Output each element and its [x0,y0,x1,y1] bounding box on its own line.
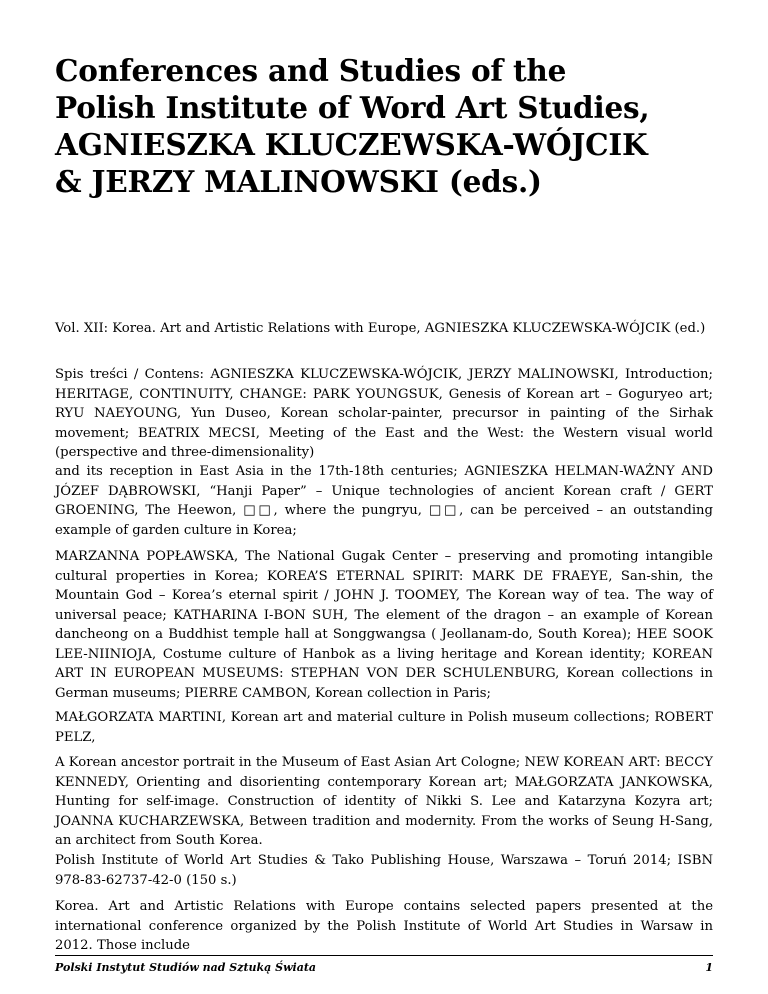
contents-paragraph: MARZANNA POPŁAWSKA, The National Gugak Center – preserving and promoting intangible cultural properties in Korea; KOREA’S ETERNAL SPIRIT: MARK DE FRAEYE, San-shin, the Mountain God – Korea’s eternal spirit / JOHN J. TOOMEY, The Korean way of tea. The way of universal peace; KATHARINA I-BON SUH, The element of the dragon – an example of Korean dancheong on a Buddhist temple hall at Songgwangsa ( Jeollanam-do, South Korea); HEE SOOK LEE-NIINIOJA, Costume culture of Hanbok as a living heritage and Korean identity; KOREAN ART IN EUROPEAN MUSEUMS: STEPHAN VON DER SCHULENBURG, Korean collections in German museums; PIERRE CAMBON, Korean collection in Paris; [55,549,713,701]
description-paragraph: Korea. Art and Artistic Relations with Europe contains selected papers presented at the international conference organized by the Polish Institute of World Art Studies in Warsaw in 2012. Those include [55,899,713,953]
page-footer [55,955,713,974]
contents-paragraph: A Korean ancestor portrait in the Museum of East Asian Art Cologne; NEW KOREAN ART: BECCY KENNEDY, Orienting and disorienting contemporary Korean art; MAŁGORZATA JANKOWSKA, Hunting for self-image. Construction of identity of Nikki S. Lee and Katarzyna Kozyra art; JOANNA KUCHARZEWSKA, Between tradition and modernity. From the works of Seung H-Sang, an architect from South Korea. [55,755,713,848]
publication-info: Polish Institute of World Art Studies & Tako Publishing House, Warszawa – Toruń 2014; ISBN 978-83-62737-42-0 (150 s.) [55,853,713,888]
page-number: 1 [705,961,713,974]
contents-paragraph: Spis treści / Contens: AGNIESZKA KLUCZEWSKA-WÓJCIK, JERZY MALINOWSKI, Introduction; HERITAGE, CONTINUITY, CHANGE: PARK YOUNGSUK, Genesis of Korean art – Goguryeo art; RYU NAEYOUNG, Yun Duseo, Korean scholar-painter, precursor in painting of the Sirhak movement; BEATRIX MECSI, Meeting of the East and the West: the Western visual world (perspective and three-dimensionality) [55,367,713,460]
contents-paragraph: and its reception in East Asia in the 17th-18th centuries; AGNIESZKA HELMAN-WAŻNY AND JÓZEF DĄBROWSKI, “Hanji Paper” – Unique technologies of ancient Korean craft / GERT GROENING, The Heewon, □□, where the pungryu, □□, can be perceived – an outstanding example of garden culture in Korea; [55,464,713,538]
document-title: Conferences and Studies of the Polish Institute of Word Art Studies, AGNIESZKA KLUCZEWSKA-WÓJCIK & JERZY MALINOWSKI (eds.) [55,53,650,199]
footer-publisher: Polski Instytut Studiów nad Sztuką Świata [55,961,317,974]
document-page [55,0,713,994]
contents-paragraph: MAŁGORZATA MARTINI, Korean art and material culture in Polish museum collections; ROBERT PELZ, [55,710,713,745]
volume-line: Vol. XII: Korea. Art and Artistic Relations with Europe, AGNIESZKA KLUCZEWSKA-WÓJCIK (ed.) [55,321,706,336]
